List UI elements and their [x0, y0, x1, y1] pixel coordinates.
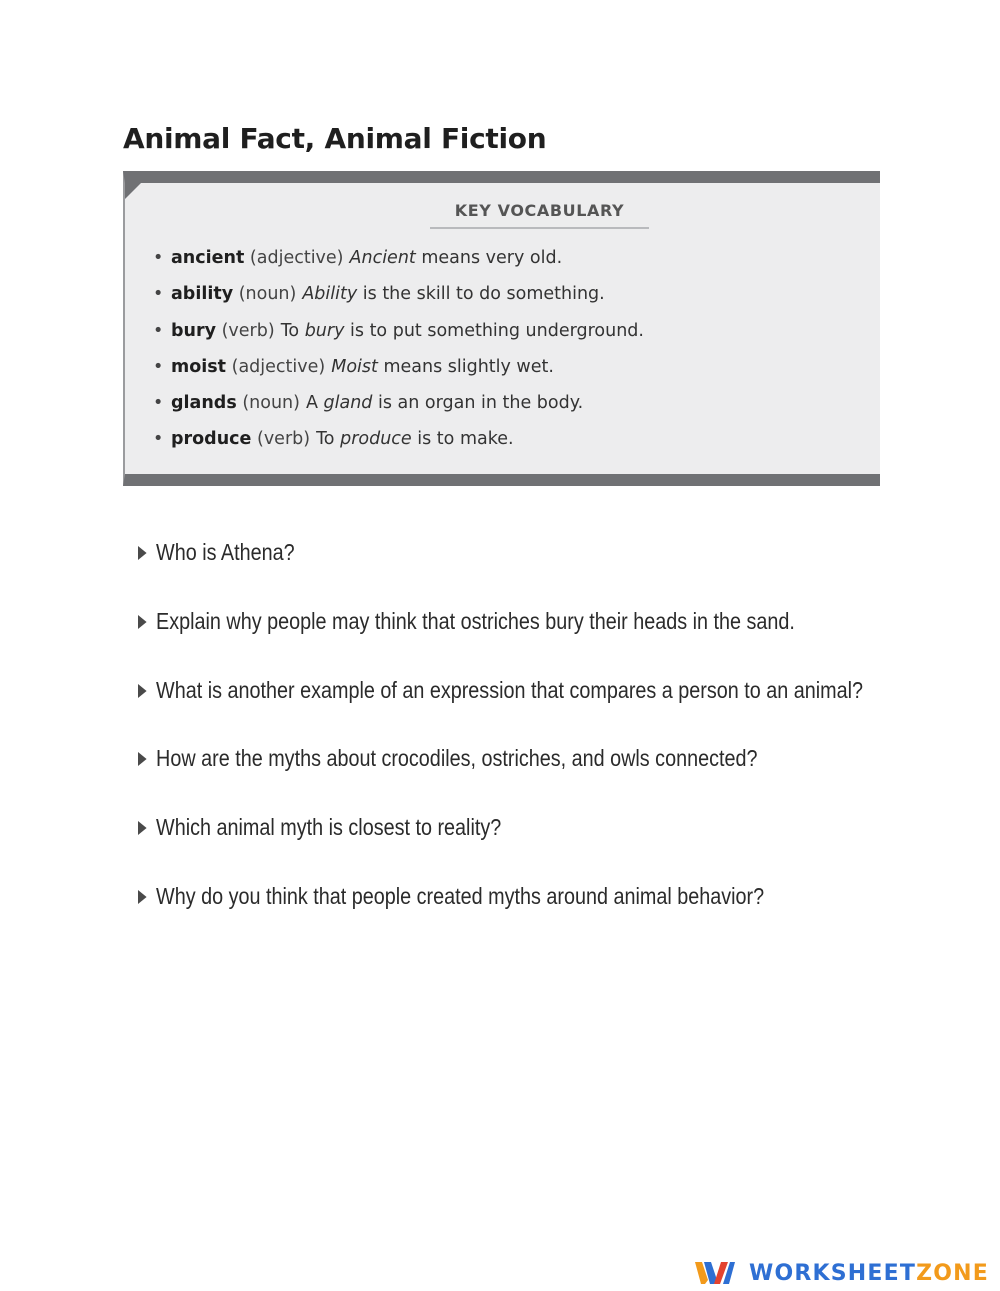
- part-of-speech: (adjective): [249, 248, 344, 268]
- vocabulary-definition: [302, 284, 604, 304]
- vocabulary-term: produce: [171, 429, 252, 450]
- question-item: [138, 536, 863, 605]
- question-text: What is another example of an expression that compares a person to an animal?: [156, 676, 864, 703]
- vocabulary-item: [153, 245, 644, 281]
- vocabulary-definition: [331, 357, 554, 377]
- question-list: [138, 536, 981, 949]
- vocabulary-item: [153, 354, 644, 390]
- question-text: Why do you think that people created myths around animal behavior?: [156, 882, 765, 909]
- definition-emphasis: gland: [323, 393, 373, 414]
- definition-text: To: [316, 429, 341, 450]
- question-text: Which animal myth is closest to reality?: [156, 814, 502, 841]
- definition-emphasis: produce: [340, 429, 412, 450]
- definition-text: is to put something underground.: [344, 320, 644, 341]
- part-of-speech: (noun): [238, 284, 297, 305]
- question-item: [138, 674, 863, 743]
- triangle-bullet-icon: [138, 684, 147, 698]
- vocabulary-term: moist: [171, 356, 227, 377]
- key-vocabulary-box: [123, 171, 880, 486]
- definition-emphasis: bury: [304, 320, 345, 341]
- definition-emphasis: Moist: [331, 356, 378, 377]
- question-item: [138, 605, 863, 674]
- vocabulary-item: [153, 281, 644, 317]
- brand-name: [749, 1261, 989, 1286]
- definition-emphasis: Ancient: [349, 248, 416, 268]
- vocabulary-item: [153, 318, 644, 354]
- triangle-bullet-icon: [138, 615, 147, 629]
- part-of-speech: (adjective): [231, 356, 326, 377]
- definition-text: is to make.: [411, 429, 514, 450]
- question-item: [138, 742, 863, 811]
- definition-text: A: [305, 393, 324, 414]
- bullet-icon: •: [153, 248, 164, 268]
- part-of-speech: (noun): [242, 393, 300, 414]
- brand-name-accent: ZONE: [916, 1260, 989, 1286]
- definition-emphasis: Ability: [302, 284, 358, 305]
- vocabulary-definition: [316, 429, 513, 449]
- vocabulary-heading: KEY VOCABULARY: [454, 201, 625, 220]
- definition-text: means slightly wet.: [377, 356, 554, 377]
- brand-name-main: WORKSHEET: [749, 1260, 917, 1286]
- vocabulary-term: ability: [171, 284, 234, 305]
- vocabulary-definition: [350, 248, 563, 268]
- bullet-icon: •: [153, 429, 164, 450]
- bullet-icon: •: [153, 320, 164, 341]
- vocabulary-item: [153, 426, 644, 462]
- vocabulary-item: [153, 390, 644, 426]
- bullet-icon: •: [153, 393, 164, 414]
- worksheetzone-w-logo-icon: [695, 1260, 735, 1286]
- part-of-speech: (verb): [221, 320, 275, 341]
- question-text: Who is Athena?: [156, 539, 295, 565]
- vocabulary-heading-underline: [430, 201, 649, 229]
- question-item: [138, 811, 863, 880]
- vocabulary-list: [153, 245, 644, 463]
- definition-text: is the skill to do something.: [357, 284, 605, 305]
- triangle-bullet-icon: [138, 752, 147, 766]
- triangle-bullet-icon: [138, 546, 147, 560]
- definition-text: is an organ in the body.: [372, 393, 584, 414]
- box-corner-decoration: [125, 183, 141, 199]
- vocabulary-term: bury: [171, 320, 217, 341]
- vocabulary-definition: [281, 321, 644, 341]
- bullet-icon: •: [153, 284, 164, 305]
- question-item: [138, 880, 863, 949]
- triangle-bullet-icon: [138, 890, 147, 904]
- page-title: Animal Fact, Animal Fiction: [123, 122, 547, 155]
- bullet-icon: •: [153, 356, 164, 377]
- triangle-bullet-icon: [138, 821, 147, 835]
- part-of-speech: (verb): [257, 429, 311, 450]
- vocabulary-term: ancient: [171, 248, 245, 268]
- definition-text: To: [280, 320, 305, 341]
- definition-text: means very old.: [415, 248, 563, 268]
- worksheetzone-brand[interactable]: [695, 1256, 989, 1290]
- question-text: How are the myths about crocodiles, ostriches, and owls connected?: [156, 745, 758, 772]
- question-text: Explain why people may think that ostriches bury their heads in the sand.: [156, 607, 795, 634]
- vocabulary-definition: [306, 393, 583, 413]
- vocabulary-term: glands: [171, 393, 237, 414]
